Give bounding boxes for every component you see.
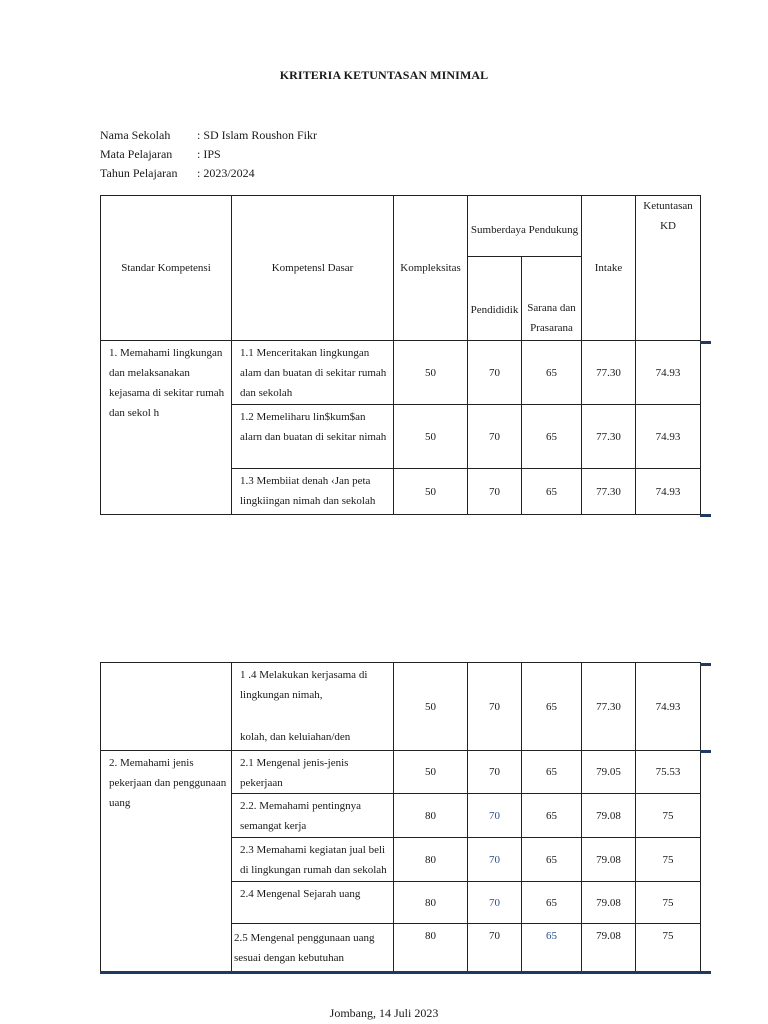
intake-cell: 79.08 (582, 924, 636, 974)
ketuntasan-cell: 75 (636, 838, 701, 882)
pendidik-cell: 70 (468, 882, 522, 924)
header-sarana: Sarana dan Prasarana (522, 257, 582, 341)
table-edge-mark (700, 514, 711, 517)
kompetensi-dasar-cell: 1.1 Menceritakan lingkungan alam dan buatan di sekitar rumah dan sekolah (232, 341, 394, 405)
info-row-school (100, 126, 317, 145)
pendidik-cell: 70 (468, 469, 522, 515)
sarana-cell: 65 (522, 882, 582, 924)
header-kompetensi-dasar: Kompetensl Dasar (232, 196, 394, 341)
info-value: : IPS (197, 147, 221, 161)
pendidik-cell: 70 (468, 751, 522, 794)
ketuntasan-cell: 74.93 (636, 469, 701, 515)
kompetensi-dasar-cell: 1.2 Memeliharu lin$kum$an alarn dan buatan di sekitar nimah (232, 405, 394, 469)
place-date: Jombang, 14 Juli 2023 (329, 1006, 439, 1020)
pendidik-cell: 70 (468, 838, 522, 882)
kompetensi-dasar-cell: 1.3 Membiiat denah ‹Jan peta lingkiingan nimah dan sekolah (232, 469, 394, 515)
kd-text-continued: kolah, dan keluiahan/den (240, 731, 351, 743)
ketuntasan-cell: 75 (636, 882, 701, 924)
sarana-cell: 65 (522, 794, 582, 838)
sarana-cell: 65 (522, 341, 582, 405)
kompleksitas-cell: 80 (394, 838, 468, 882)
sarana-cell: 65 (522, 405, 582, 469)
intake-cell: 79.08 (582, 882, 636, 924)
intake-cell: 77.30 (582, 341, 636, 405)
table-row (101, 663, 701, 751)
intake-cell: 77.30 (582, 663, 636, 751)
info-label: Tahun Pelajaran (100, 166, 178, 180)
standar-kompetensi-cell: 2. Memahami jenis pekerjaan dan penggunaan uang (101, 751, 232, 974)
ketuntasan-cell: 75.53 (636, 751, 701, 794)
header-pendidik: Pendididik (468, 257, 522, 341)
kompleksitas-cell: 50 (394, 405, 468, 469)
table-edge-mark (700, 663, 711, 666)
intake-cell: 79.05 (582, 751, 636, 794)
intake-cell: 77.30 (582, 469, 636, 515)
ketuntasan-cell: 74.93 (636, 341, 701, 405)
table-row (101, 751, 701, 794)
header-standar-kompetensi: Standar Kompetensi (101, 196, 232, 341)
info-value: : SD Islam Roushon Fikr (197, 128, 318, 142)
document-title: KRITERIA KETUNTASAN MINIMAL (279, 68, 489, 82)
kompetensi-dasar-cell (232, 663, 394, 751)
kompleksitas-cell: 50 (394, 751, 468, 794)
sarana-cell: 65 (522, 838, 582, 882)
header-intake: Intake (582, 196, 636, 341)
kompleksitas-cell: 80 (394, 794, 468, 838)
table-row (101, 341, 701, 405)
kompetensi-dasar-cell: 2.1 Mengenal jenis-jenis pekerjaan (232, 751, 394, 794)
kompleksitas-cell: 80 (394, 882, 468, 924)
pendidik-cell: 70 (468, 794, 522, 838)
intake-cell: 79.08 (582, 838, 636, 882)
pendidik-cell: 70 (468, 924, 522, 974)
header-ketuntasan: Ketuntasan KD (636, 196, 701, 341)
sarana-cell: 65 (522, 469, 582, 515)
standar-kompetensi-cell: 1. Memahami lingkungan dan melaksanakan kejasama di sekitar rumah dan sekol h (101, 341, 232, 515)
intake-cell: 77.30 (582, 405, 636, 469)
info-label: Nama Sekolah (100, 128, 171, 142)
sarana-cell: 65 (522, 663, 582, 751)
kompetensi-dasar-cell: 2.3 Memahami kegiatan jual beli di lingkungan rumah dan sekolah (232, 838, 394, 882)
kompleksitas-cell: 50 (394, 663, 468, 751)
kompetensi-dasar-cell: 2.2. Memahami pentingnya semangat kerja (232, 794, 394, 838)
ketuntasan-cell: 74.93 (636, 405, 701, 469)
sarana-cell: 65 (522, 924, 582, 974)
ketuntasan-cell: 74.93 (636, 663, 701, 751)
kompleksitas-cell: 50 (394, 469, 468, 515)
info-row-year (100, 164, 317, 183)
pendidik-cell: 70 (468, 341, 522, 405)
kompetensi-dasar-cell: 2.5 Mengenal penggunaan uang sesuai dengan kebutuhan (232, 924, 394, 974)
kkm-table-2 (100, 662, 701, 974)
pendidik-cell: 70 (468, 405, 522, 469)
table-bottom-rule (100, 971, 711, 974)
ketuntasan-cell: 75 (636, 924, 701, 974)
intake-cell: 79.08 (582, 794, 636, 838)
kompleksitas-cell: 80 (394, 924, 468, 974)
standar-kompetensi-cell (101, 663, 232, 751)
kompleksitas-cell: 50 (394, 341, 468, 405)
kompetensi-dasar-cell: 2.4 Mengenal Sejarah uang (232, 882, 394, 924)
school-info (100, 126, 317, 183)
table-edge-mark (700, 750, 711, 753)
ketuntasan-cell: 75 (636, 794, 701, 838)
header-kompleksitas: Kompleksitas (394, 196, 468, 341)
sarana-cell: 65 (522, 751, 582, 794)
table-edge-mark (700, 341, 711, 344)
info-value: : 2023/2024 (197, 166, 255, 180)
info-label: Mata Pelajaran (100, 147, 173, 161)
kkm-table-1 (100, 195, 701, 515)
info-row-subject (100, 145, 317, 164)
header-sumberdaya: Sumberdaya Pendukung (468, 196, 582, 257)
pendidik-cell: 70 (468, 663, 522, 751)
kd-text: 1 .4 Melakukan kerjasama di lingkungan nimah, (240, 669, 368, 701)
